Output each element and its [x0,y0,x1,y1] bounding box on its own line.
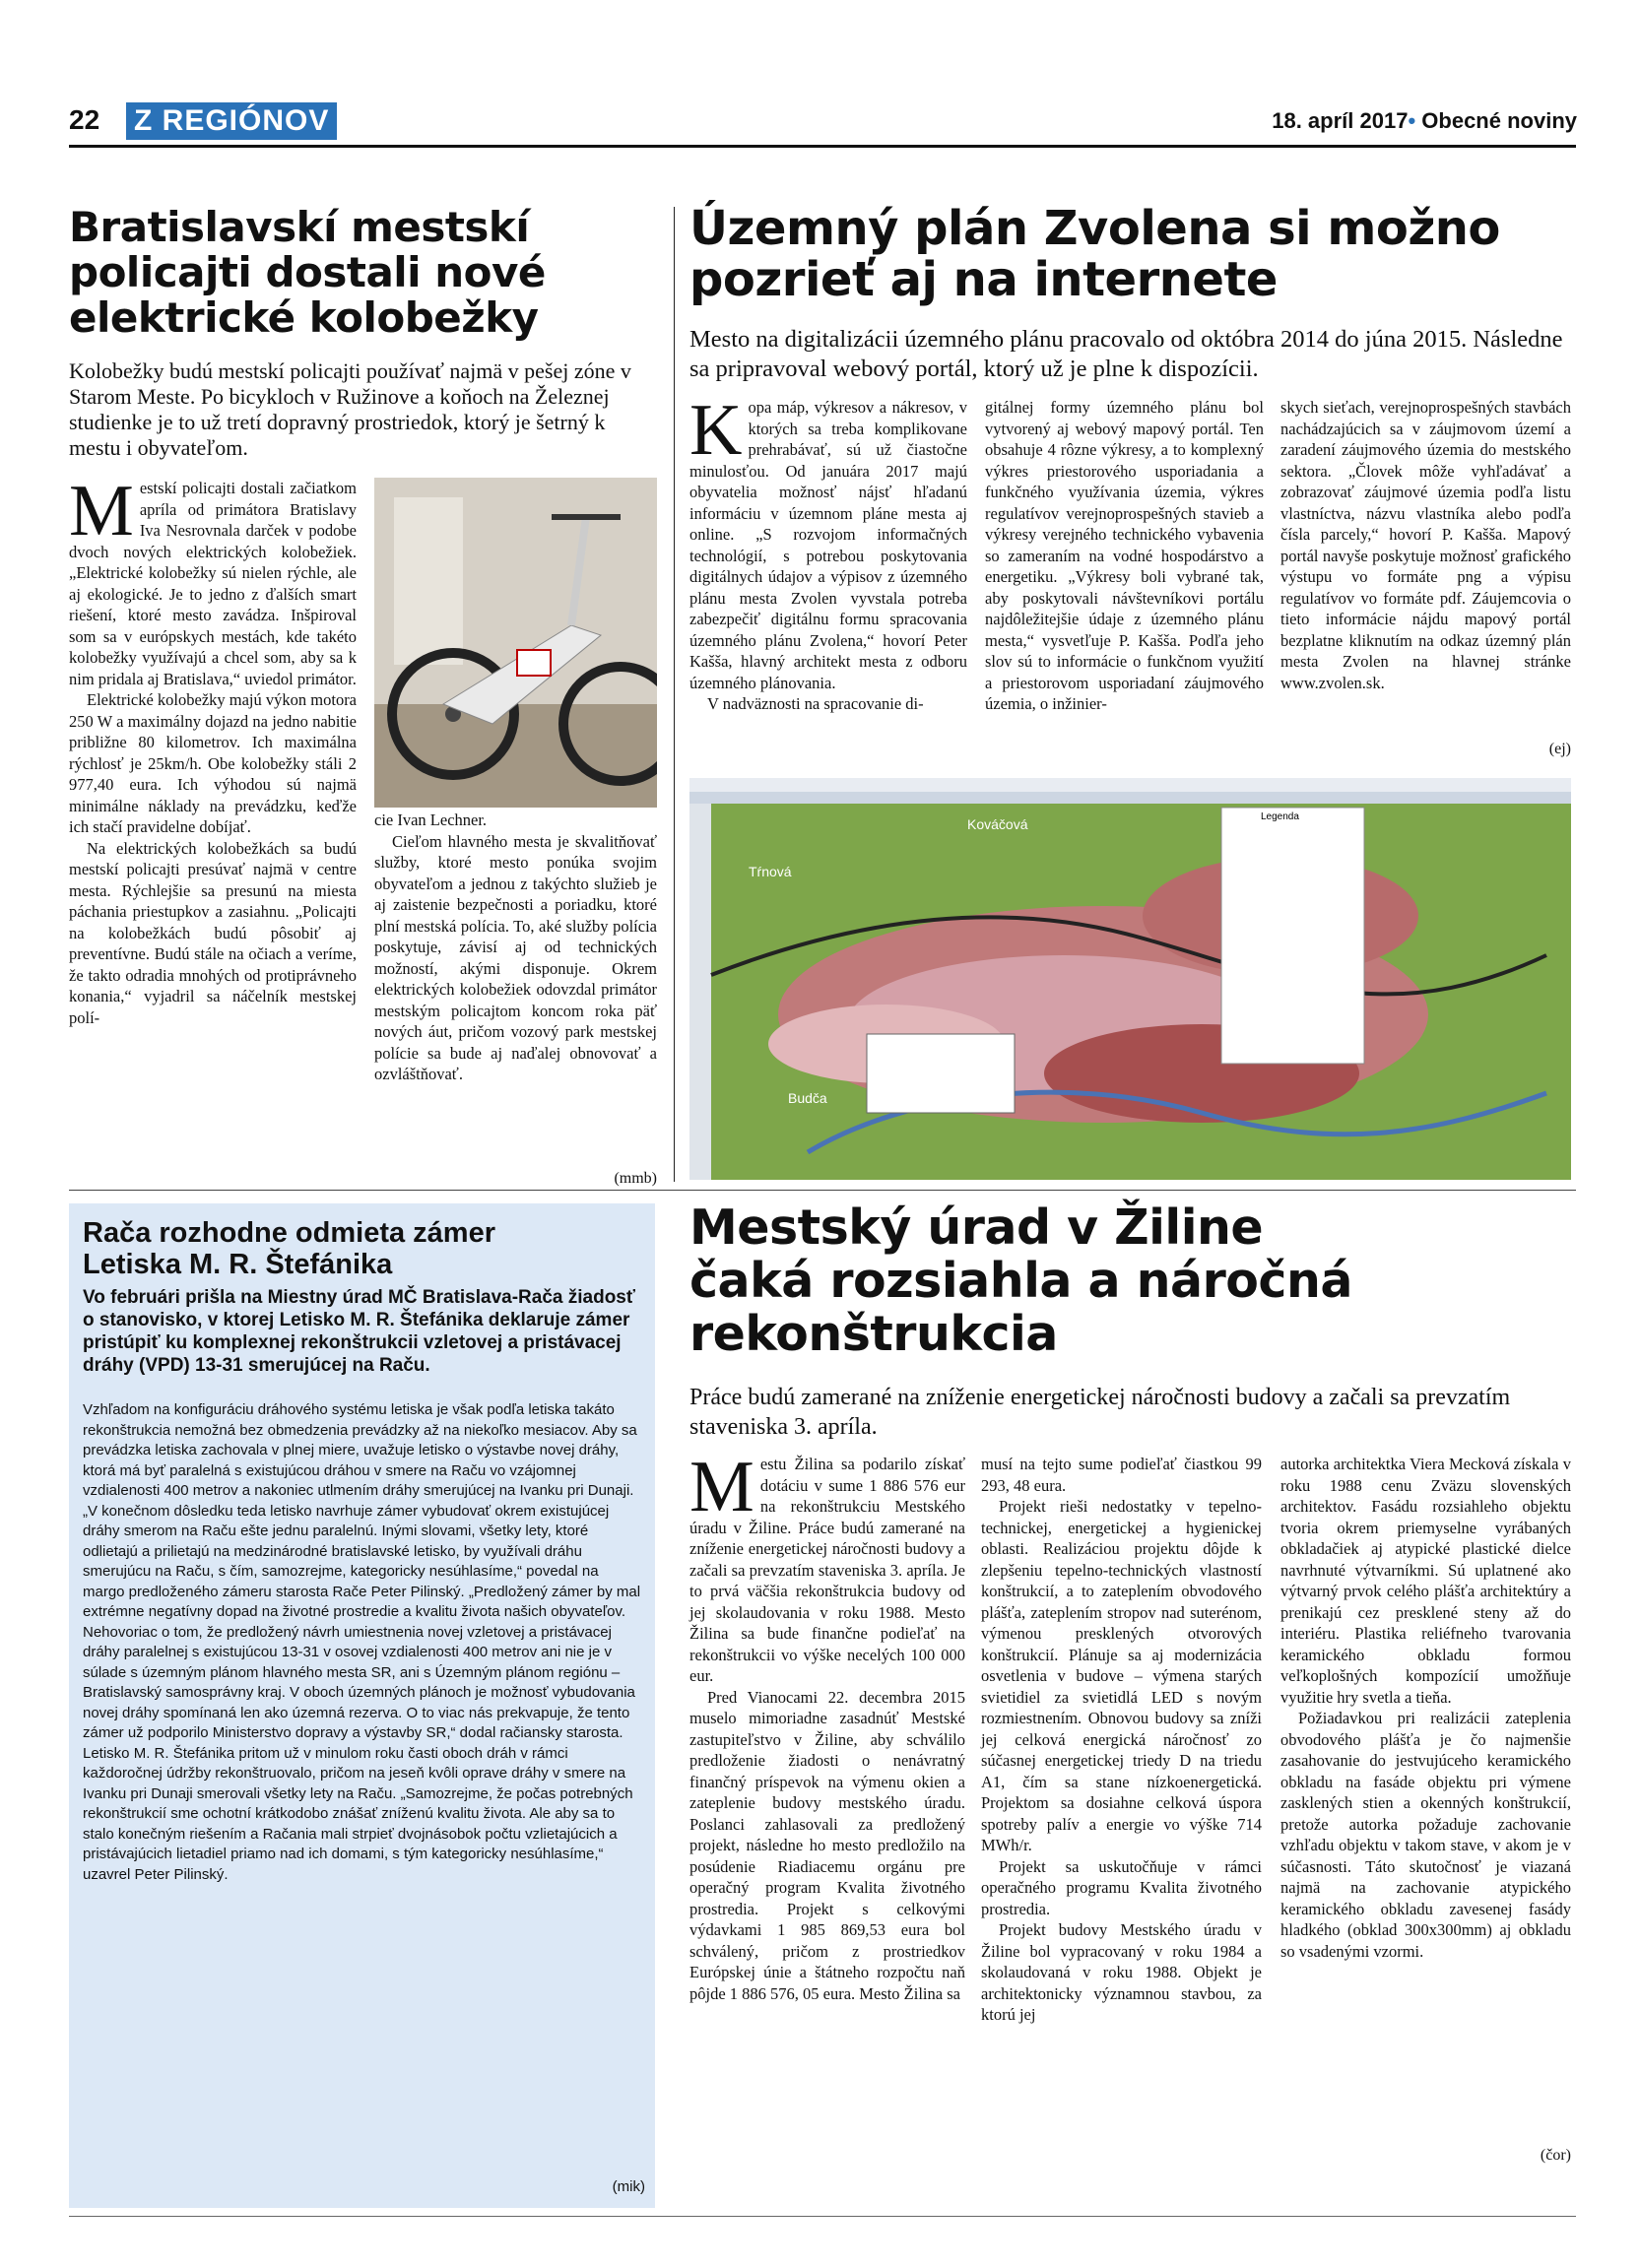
dateline [1272,108,1577,134]
article2-dek: Mesto na digitalizácii územného plánu pracovalo od októbra 2014 do júna 2015. Následne sa pripravoval webový portál, ktorý už je plne k dispozícii. [689,326,1563,382]
article1-col1: Mestskí policajti dostali začiatkom apríla od primátora Bratislavy Iva Nesrovnala darček v podobe dvoch nových elektrických kolobežiek. „Elektrické kolobežky sú nielen rýchle, ale aj ekologické. Je to jedno z ďalších smart riešení, ktoré mesto zavádza. Inšpiroval som sa v európskych mestách, kde takéto kolobežky využívajú a chcel som, aby sa k nim pridala aj Bratislava,“ uviedol primátor. Elektrické kolobežky majú výkon motora 250 W a maximálny dojazd na jedno nabitie približne 80 kilometrov. Ich maximálna rýchlosť je 25km/h. Obe kolobežky stáli 2 977,40 eura. Ich výhodou sú najmä minimálne náklady na prevádzku, keďže ich stačí pravidelne dobíjať. Na elektrických kolobežkách sa budú mestskí policajti presúvať najmä v centre mesta. Rýchlejšie sa presunú na miesta páchania priestupkov a zasiahnu. „Policajti na kolobežkách budú pôsobiť aj preventívne. Budú stále na očiach a veríme, že takto odradia mnohých od protiprávneho konania,“ vyjadril sa náčelník mestskej polí- [69,471,358,1027]
header-rule [69,145,1576,148]
map-label-kovacova: Kováčová [967,816,1028,832]
section-rule [69,1190,1576,1191]
article1-col2: cie Ivan Lechner. Cieľom hlavného mesta je skvalitňovať služby, ktoré mesto ponúka svojim obyvateľom a jednou z takýchto služieb je aj zaistenie bezpečnosti a poriadku, ktoré plní mestská polícia. To, aké služby polícia poskytuje, závisí aj od technických možností, akými disponuje. Okrem elektrických kolobežiek odovzdal primátor mestským policajtom koncom roka päť nových áut, pričom vozový park mestskej polície sa bude aj naďalej obnovovať a ozvláštňovať. [374,810,657,1083]
article3-col2: musí na tejto sume podieľať čiastkou 99 293, 48 eura. Projekt rieši nedostatky v tepelno-technickej, energetickej a hygienickej oblasti. Realizáciou projektu dôjde k zlepšeniu tepelno-technických vlastností konštrukcií, a to zateplením obvodového plášťa, zateplením stropov nad suterénom, výmenou presklených otvorových konštrukcií. Plánuje sa aj modernizácia osvetlenia v budove – výmena starých svietidiel za svietidlá LED s novým rozmiestnením. Obnovou budovy sa zníži jej celková energická náročnosť zo súčasnej energetickej triedy D na triedu A1, čím sa stane nízkoenergetická. Projektom sa dosiahne celková úspora spotreby palív a energie vo výške 714 MWh/r. Projekt sa uskutočňuje v rámci operačného programu Kvalita životného prostredia. Projekt budovy Mestského úradu v Žiline bol vypracovaný v roku 1984 a skolaudovaná v roku 1988. Objekt je architektonicky významnou stavbou, za ktorú jej [981,1455,1262,2024]
raca-box-title: Rača rozhodne odmieta zámer Letiska M. R. Štefánika [83,1217,495,1280]
article2-col1: Kopa máp, výkresov a nákresov, v ktorých sa treba komplikovane prehrabávať, sú už čiastočne minulosťou. Od januára 2017 majú obyvatelia možnosť nájsť hľadanú informáciu v územnom pláne mesta aj online. „S rozvojom informačných technológií, s potrebou poskytovania digitálnych údajov a výpisov z územného plánu mesta Zvolen vyvstala potreba zabezpečiť digitálnu formu spracovania územného plánu Zvolena,“ hovorí Peter Kašša, hlavný architekt mesta z odboru územného plánovania. V nadväznosti na spracovanie di- [689,390,967,713]
article2-headline: Územný plán Zvolena si možno pozrieť aj na internete [689,201,1500,307]
article3-signature: (čor) [1540,2147,1571,2164]
map-label-budca: Budča [788,1090,827,1106]
article2-signature: (ej) [1548,741,1571,757]
article3-headline: Mestský úrad v Žiline čaká rozsiahla a náročná rekonštrukcia [689,1199,1352,1362]
raca-box-signature: (mik) [612,2178,645,2195]
footer-rule [69,2216,1576,2217]
zvolen-map-screenshot [689,778,1571,1180]
raca-box-lead: Vo februári prišla na Miestny úrad MČ Bratislava-Rača žiadosť o stanovisko, v ktorej Letisko M. R. Štefánika deklaruje zámer pristúpiť ku komplexnej rekonštrukcii vzletovej a pristávacej dráhy (VPD) 13-31 smerujúcej na Raču. [83,1287,635,1376]
kolobezka-photo [374,478,657,808]
map-label-trnova: Tŕnová [749,864,792,879]
article2-col2: gitálnej formy územného plánu bol vytvorený aj webový mapový portál. Ten obsahuje 4 rôzne výkresy, a to komplexný výkres priestorového usporiadania a funkčného využívania územia, výkres regulatívov verejnoprospešných stavieb a výkresy verejného technického vybavenia so zameraním na vodné hospodárstvo a energetiku. „Výkresy boli vybrané tak, aby poskytovali návštevníkovi portálu najdôležitejšie údaje z územného plánu mesta,“ vysvetľuje P. Kašša. Podľa jeho slov sú to informácie o funkčnom využití a priestorovom usporiadaní záujmového územia, o inžinier- [985,398,1264,713]
article1-headline: Bratislavskí mestskí policajti dostali nové elektrické kolobežky [69,203,546,342]
article3-dek: Práce budú zamerané na zníženie energetickej náročnosti budovy a začali sa prevzatím staveniska 3. apríla. [689,1385,1511,1440]
kolobezka-illustration [374,478,657,808]
legend-label: Legenda [1261,811,1299,822]
section-label: Z REGIÓNOV [126,102,337,140]
paper-name: Obecné noviny [1421,108,1577,133]
article1-dek: Kolobežky budú mestskí policajti používať najmä v pešej zóne v Starom Meste. Po bicykloch v Ružinove a koňoch na Železnej studienke je to už tretí dopravný prostriedok, ktorý je šetrný k mestu i obyvateľom. [69,358,631,460]
article2-col3: skych sieťach, verejnoprospešných stavbách nachádzajúcich sa v záujmovom území a zaradení záujmového územia do mestského sektora. „Človek môže vyhľadávať a zobrazovať záujmové územia podľa listu vlastníctva, názvu vlastníka alebo podľa čísla parcely,“ hovorí P. Kašša. Mapový portál navyše poskytuje možnosť grafického výstupu vo formáte png a výpisu regulatívov vo formáte pdf. Záujemcovia o tieto informácie nájdu mapový portál bezplatne kliknutím na odkaz územný plán mesta Zvolen na hlavnej stránke www.zvolen.sk. [1280,398,1571,692]
separator-dot: • [1408,108,1416,133]
article3-col1: Mestu Žilina sa podarilo získať dotáciu v sume 1 886 576 eur na rekonštrukciu Mestského úradu v Žiline. Práce budú zamerané na zníženie energetickej náročnosti budovy a začali sa prevzatím staveniska 3. apríla. Je to prvá väčšia rekonštrukcia budovy od jej skolaudovania v roku 1988. Mesto Žilina sa bude finančne podieľať na rekonštrukcii vo výške necelých 100 000 eur. Pred Vianocami 22. decembra 2015 muselo mimoriadne zasadnúť Mestské zastupiteľstvo v Žiline, aby schválilo predloženie žiadosti o nenávratný finančný príspevok na výmenu okien a zateplenie budovy mestského úradu. Poslanci zahlasovali za predložený projekt, následne ho mesto predložilo na posúdenie Riadiacemu orgánu pre operačný program Kvalita životného prostredia. Projekt s celkovými výdavkami 1 985 869,53 eura bol schválený, pričom z prostriedkov Európskej únie a štátneho rozpočtu naň pôjde 1 886 576, 05 eura. Mesto Žilina sa [689,1447,965,2003]
article3-col3: autorka architektka Viera Mecková získala v roku 1988 cenu Zväzu slovenských architektov. Fasádu rozsiahleho objektu tvoria okrem priemyselne vyrábaných obkladačiek aj atypické plastické dielce navrhnuté výtvarníkmi. Sú uplatnené ako výtvarný prvok celého plášťa architektúry a prenikajú cez presklené steny až do interiéru. Plastika reliéfneho tvarovania keramického obkladu formou veľkoplošných kompozícií umožňuje využitie hry svetla a tieňa. Požiadavkou pri realizácii zateplenia obvodového plášťa je čo najmenšie zasahovanie do jestvujúceho keramického obkladu na fasáde objektu pri výmene zasklených stien a okenných konštrukcií, pretože autorka požaduje zachovanie vzhľadu objektu v takom stave, v akom je v súčasnosti. Táto skutočnosť je viazaná najmä na zachovanie atypického keramického obkladu zavesenej fasády hladkého (obklad 300x300mm) aj obkladu so vsadenými vzormi. [1280,1455,1571,1961]
page-number: 22 [69,104,100,135]
column-divider [674,207,675,1182]
raca-box-body: Vzhľadom na konfiguráciu dráhového systému letiska je však podľa letiska takáto rekonštrukcia nemožná bez obmedzenia prevádzky až na niekoľko mesiacov. Aby sa prevádzka letiska zachovala v plnej miere, uvažuje letisko o výstavbe novej dráhy, ktorá má byť paralelná s existujúcou dráhou v smere na Raču vo vzájomnej vzdialenosti 400 metrov a nakoniec utlmením dráhy smerujúcej na Ivanku pri Dunaji. „V konečnom dôsledku teda letisko navrhuje zámer vybudovať okrem existujúcej dráhy smerom na Raču ešte jednu paralelnú. Inými slovami, všetky lety, ktoré odlietajú a prilietajú na medzinárodné bratislavské letisko, by využívali dráhu smerujúcu na Raču, s čím, samozrejme, kategoricky nesúhlasíme,“ povedal na margo predloženého zámeru starosta Rače Peter Pilinský. „Predložený zámer by mal extrémne negatívny dopad na životné prostredie a kvalitu života našich obyvateľov. Nehovoriac o tom, že predložený návrh umiestnenia novej vzletovej a pristávacej dráhy paralelnej s existujúcou 13-31 v osovej vzdialenosti 400 metrov ani nie je v súlade s územným plánom hlavného mesta SR, ani s Územným plánom regiónu – Bratislavský samosprávny kraj. V oboch územných plánoch je možnosť vybudovania novej dráhy spomínaná len ako územná rezerva. O to viac nás prekvapuje, že tento zámer už podporilo Ministerstvo dopravy a výstavby SR,“ dodal račiansky starosta. Letisko M. R. Štefánika pritom už v minulom roku časti oboch dráh v rámci každoročnej údržby rekonštruovalo, pričom na jeseň kvôli opravе dráhy v smere na Ivanku pri Dunaji smerovali všetky lety na Raču. „Samozrejme, že počas potrebných rekonštrukcií sme ochotní krátkodobo znášať zníženú kvalitu života. Ale aby sa to stalo konečným riešením a Račania mali strpieť dvojnásobok počtu vzlietajúcich a pristávajúcich lietadiel priamo nad ich domami, s tým kategoricky nesúhlasíme,“ uzavrel Peter Pilinský. [83,1401,641,1883]
issue-date: 18. apríl 2017 [1272,108,1409,133]
article1-signature: (mmb) [614,1170,657,1187]
